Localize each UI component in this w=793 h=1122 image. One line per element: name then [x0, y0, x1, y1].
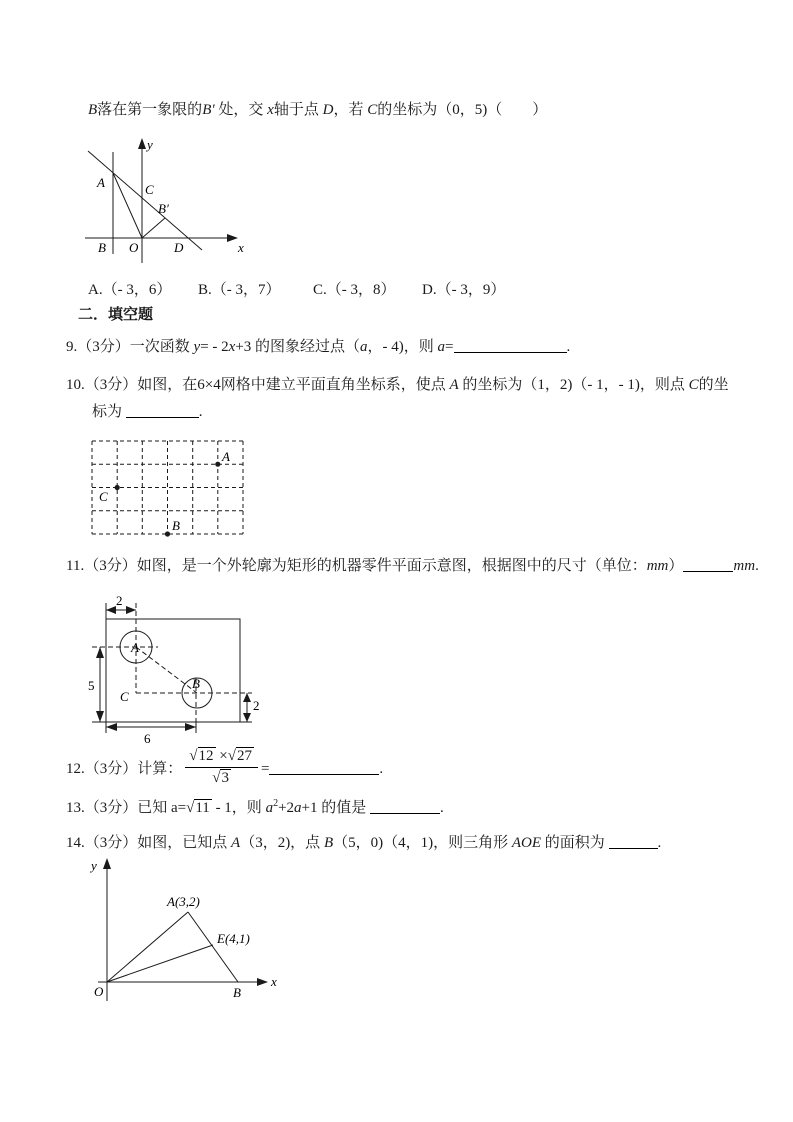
text-run: （5，0)（4，1)，则三角形	[333, 835, 512, 851]
question-10-line2	[92, 403, 203, 422]
text-run: B	[323, 835, 334, 851]
text-run: ，若	[333, 102, 368, 118]
answer-blank	[126, 403, 199, 418]
text-run: 的坐标为（0，5)（ ）	[377, 102, 548, 118]
arrow-right	[185, 723, 196, 731]
question-11-text	[66, 557, 759, 576]
text-run: 的面积为	[541, 835, 609, 851]
fig3-dimension-right	[240, 693, 252, 722]
text-run: 处，交	[214, 102, 268, 118]
question-9-text	[66, 338, 570, 357]
text-run: =	[445, 339, 454, 355]
fig1-label-x: x	[238, 240, 244, 255]
text-run: y	[193, 339, 201, 355]
fig1-label-D: D	[174, 240, 184, 255]
option-c: C.（- 3，8）	[313, 282, 396, 298]
text-run: 12.（3分）计算：	[66, 760, 183, 777]
fig3-dim-bottom-value: 6	[144, 731, 151, 746]
fig2-point-A	[215, 462, 220, 467]
figure-1-coordinate-plane	[85, 136, 250, 268]
fig1-label-B-prime: B′	[158, 201, 169, 216]
text-run: ，- 4)，则	[367, 339, 438, 355]
text-run: （3，2)，点	[240, 835, 324, 851]
segment-OE	[107, 945, 213, 982]
x-axis-arrow	[257, 978, 268, 986]
text-run: x	[228, 339, 236, 355]
text-run: ）	[668, 558, 684, 574]
segment-OBprime	[142, 218, 165, 238]
text-run: A	[449, 377, 459, 393]
text-run: 落在第一象限的	[97, 102, 203, 118]
fig3-dim-top-value: 2	[116, 593, 123, 608]
text-run: ×	[215, 748, 228, 764]
fig1-label-O: O	[129, 240, 139, 255]
answer-blank	[370, 799, 440, 814]
text-run: 标为	[92, 404, 126, 420]
text-run: 13.（3分）已知 a=	[66, 800, 187, 816]
text-run: 9.（3分）一次函数	[66, 339, 194, 355]
fig1-lines	[88, 151, 202, 254]
fig3-label-C: C	[120, 689, 129, 704]
text-run: .	[440, 800, 444, 816]
text-run: a	[265, 800, 274, 816]
text-run: 10.（3分）如图，在6×4网格中建立平面直角坐标系，使点	[66, 377, 450, 393]
fig1-label-A: A	[97, 175, 105, 190]
fig4-lines	[107, 912, 238, 982]
text-run: 2	[273, 798, 279, 809]
answer-blank	[454, 338, 567, 353]
arrow-down	[243, 713, 251, 722]
text-run: C	[688, 377, 699, 393]
figure-2-svg	[88, 434, 258, 546]
answer-blank	[609, 834, 658, 849]
question-13-text	[66, 799, 444, 818]
text-run: mm	[733, 558, 756, 574]
text-run: D	[322, 102, 334, 118]
fig2-point-B	[165, 531, 170, 536]
text-run: +1 的值是	[301, 800, 370, 816]
question-8-stem	[88, 101, 547, 120]
text-run: a	[294, 800, 302, 816]
option-d: D.（- 3，9）	[422, 282, 506, 298]
arrow-down	[96, 711, 104, 722]
question-14-text	[66, 834, 661, 853]
fig3-dimension-bottom	[106, 722, 196, 733]
question-12-text	[66, 748, 383, 791]
figure-4-svg	[88, 856, 288, 1006]
fig1-label-B: B	[98, 240, 106, 255]
text-run: 的坐标为（1，2)（- 1，- 1)，则点	[458, 377, 689, 393]
fig4-axes	[98, 858, 268, 1001]
text-run: 14.（3分）如图，已知点	[66, 835, 232, 851]
fig4-label-A-coords: A(3,2)	[167, 894, 200, 909]
text-run: B	[88, 102, 98, 118]
segment-AO	[113, 173, 142, 238]
y-axis-arrow	[103, 858, 111, 869]
text-run: =	[260, 760, 270, 777]
figure-1-svg	[85, 136, 250, 268]
option-b: B.（- 3，7）	[198, 282, 281, 298]
text-run: 11.（3分）如图，是一个外轮廓为矩形的机器零件平面示意图，根据图中的尺寸（单位：	[66, 558, 647, 574]
fig4-label-y: y	[91, 858, 97, 873]
sqrt-expression: √3	[212, 770, 229, 786]
text-run: .	[657, 835, 662, 851]
fig4-label-B: B	[233, 985, 241, 1000]
text-run: 的坐	[698, 377, 729, 393]
text-run: +2	[278, 800, 295, 816]
text-run: +3 的图象经过点（	[235, 339, 361, 355]
figure-3-machine-part	[86, 588, 276, 750]
centerline-AB-diagonal	[136, 647, 197, 693]
fig4-label-O: O	[94, 984, 104, 999]
fig2-label-B: B	[172, 518, 180, 533]
sqrt-expression: √12	[189, 748, 214, 764]
segment-OA	[107, 912, 188, 982]
section-title: 二．填空题	[78, 307, 154, 323]
text-run: a	[360, 339, 368, 355]
text-run: x	[267, 102, 274, 118]
fig3-dim-right-value: 2	[253, 698, 260, 713]
fig2-label-C: C	[99, 489, 108, 504]
fig2-label-A: A	[222, 449, 230, 464]
fig1-label-C: C	[145, 182, 154, 197]
arrow-right	[126, 606, 136, 614]
arrow-up	[96, 647, 104, 658]
answer-blank	[683, 557, 733, 572]
text-run: a	[437, 339, 446, 355]
text-run: .	[755, 558, 759, 574]
sqrt-expression: √11	[186, 800, 210, 816]
text-run: - 1，则	[211, 800, 266, 816]
figure-2-grid	[88, 434, 258, 546]
answer-blank	[269, 760, 379, 775]
figure-4-triangle	[88, 856, 288, 1006]
segment-AB	[188, 912, 238, 982]
text-run: .	[566, 339, 571, 355]
arrow-left	[106, 723, 117, 731]
y-axis-arrow	[138, 138, 146, 149]
text-run: A	[231, 835, 241, 851]
fig3-center-lines	[92, 603, 252, 722]
fig3-dim-left-value: 5	[88, 678, 95, 693]
figure-3-svg	[86, 588, 276, 750]
fig3-label-B: B	[192, 676, 200, 691]
text-run: C	[367, 102, 378, 118]
sqrt-expression: √27	[227, 748, 252, 764]
text-run: .	[379, 760, 384, 777]
arrow-left	[106, 606, 116, 614]
question-10-line1	[66, 376, 729, 395]
fig4-label-x: x	[271, 974, 277, 989]
option-a: A.（- 3，6）	[88, 282, 172, 298]
arrow-up	[243, 693, 251, 702]
fig1-label-y: y	[147, 137, 153, 152]
text-run: .	[198, 404, 203, 420]
x-axis-arrow	[227, 234, 238, 242]
text-run: 轴于点	[273, 102, 323, 118]
fraction	[185, 746, 258, 789]
text-run: B′	[202, 102, 215, 118]
text-run: = - 2	[200, 339, 229, 355]
text-run: mm	[646, 558, 669, 574]
text-run: AOE	[511, 835, 542, 851]
fig2-point-C	[115, 485, 120, 490]
fig4-label-E-coords: E(4,1)	[217, 931, 250, 946]
fig3-label-A: A	[131, 640, 139, 655]
